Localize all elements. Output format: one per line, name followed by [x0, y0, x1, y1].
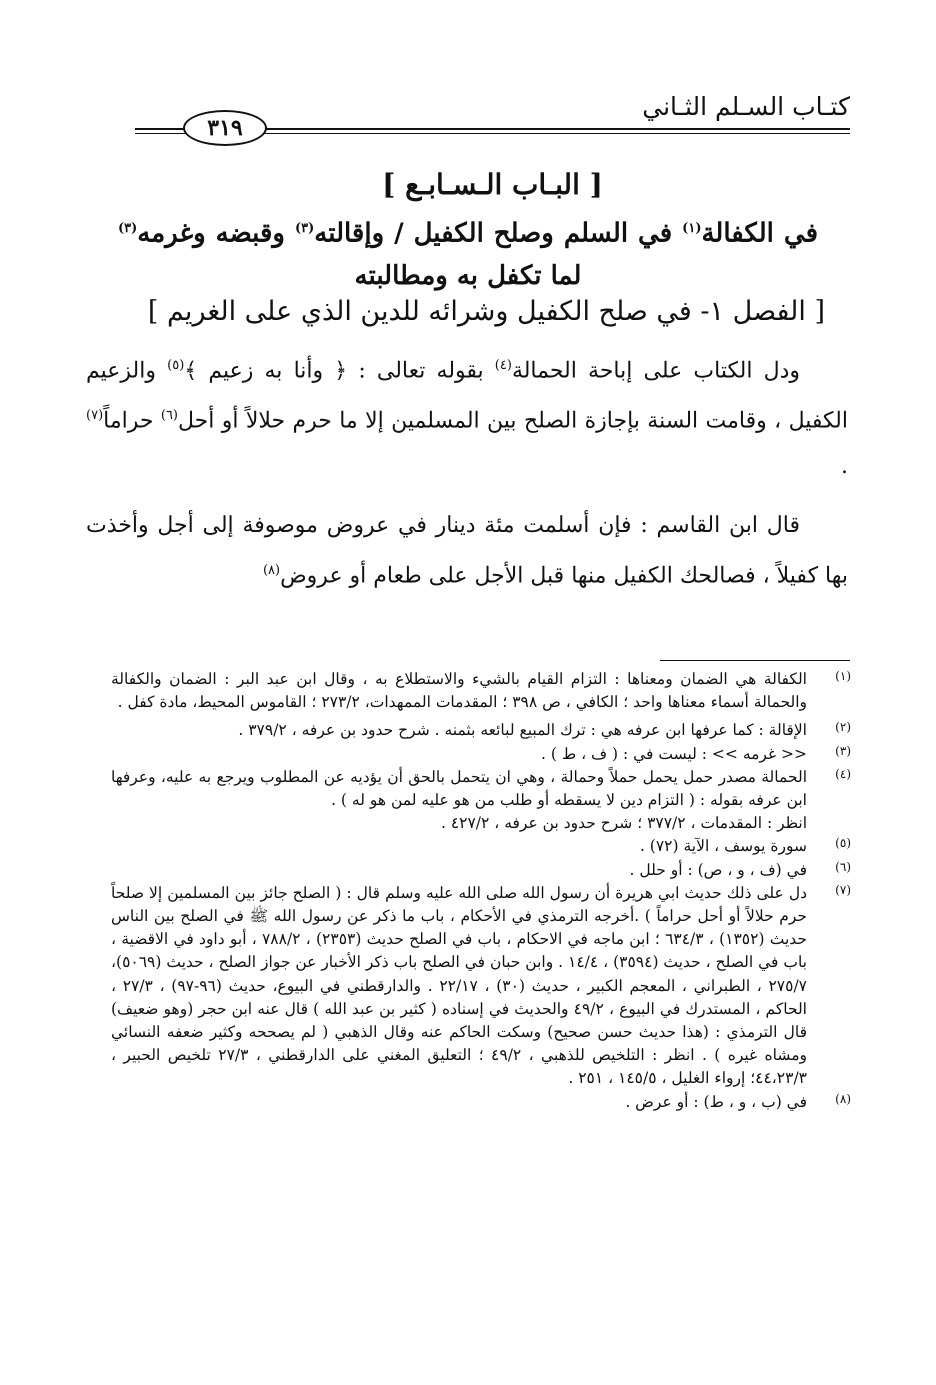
footnote-text: انظر : المقدمات ، ٣٧٧/٢ ؛ شرح حدود بن عرفه ، ٤٢٧/٢ . [440, 814, 807, 833]
text: قال ابن القاسم : فإن أسلمت مئة دينار في عروض موصوفة إلى أجل وأخذت بها كفيلاً ، فصالحك الكفيل منها قبل الأجل على طعام أو عروض [86, 512, 848, 588]
footnote [111, 882, 851, 1091]
heading-text: في السلم وصلح الكفيل / وإقالته [314, 218, 683, 249]
footnote [111, 668, 851, 714]
footnote-ref: (٣) [118, 221, 138, 236]
paragraph [86, 503, 848, 598]
footnote-text: الإقالة : كما عرفها ابن عرفه هي : ترك المبيع لبائعه بثمنه . شرح حدود بن عرفه ، ٣٧٩/٢ . [238, 721, 807, 740]
footnote-number: (٨) [835, 1091, 851, 1106]
footnote-ref: (٦) [160, 408, 178, 424]
footnote-number: (٥) [835, 836, 851, 851]
footnote-ref: (٨) [262, 562, 281, 578]
footnotes [111, 668, 851, 1114]
footnote-ref: (١) [682, 221, 702, 236]
footnote [111, 743, 851, 766]
footnote-number: (٦) [835, 859, 851, 874]
footnote-separator [660, 660, 850, 661]
body-text [86, 343, 848, 598]
footnote-ref: (٥) [167, 358, 185, 373]
chapter-title: [ البـاب الـسـابـع ] [382, 168, 603, 201]
footnote-number: (١) [835, 669, 851, 683]
running-header [135, 92, 850, 152]
heading-text: لما تكفل به ومطالبته [354, 260, 582, 291]
footnote-number: (٤) [835, 766, 851, 781]
footnote-text: الكفالة هي الضمان ومعناها : التزام القيام بالشيء والاستطلاع به ، وقال ابن عبد البر : الضمان والكفالة والحمالة أسماء معناها واحد ؛ الكافي ، ص ٣٩٨ ؛ المقدمات الممهدات، ٢٧٣/٢ ؛ القاموس المحيط، مادة كفل . [111, 670, 807, 712]
section-heading: [ الفصل ١- في صلح الكفيل وشرائه للدين الذي على الغريم ] [147, 296, 825, 327]
footnote-ref: (٧) [86, 408, 104, 424]
footnote-text: دل على ذلك حديث ابي هريرة أن رسول الله صلى الله عليه وسلم قال : ( الصلح جائز بين المسلمين إلا صلحاً حرم حلالاً أو أحل حراماً ) .أخرجه الترمذي في الأحكام ، باب ما ذكر عن رسول الله ﷺ في الصلح بين الناس حديث (١٣٥٢) ، ٦٣٤/٣ ؛ ابن ماجه في الاحكام ، باب في الصلح حديث (٢٣٥٣) ، ٧٨٨/٢ ، أبو داود في الاقضية ، باب في الصلح ، حديث (٣٥٩٤) ، ١٤/٤ . وابن حبان في الصلح باب ذكر الأخبار عن جواز الصلح ، حديث (٥٠٦٩)، ٢٧٥/٧ ، الطبراني ، المعجم الكبير ، حديث (٣٠) ، ٢٢/١٧ . والدارقطني في البيوع، حديث (٩٦-٩٧) ، ٢٧/٣ ، الحاكم ، المستدرك في البيوع ، ٤٩/٢ والحديث في إسناده ( كثير بن عبد الله ) قال عنه ابن حجر (وهو ضعيف) قال الترمذي : (هذا حديث حسن صحيح) وسكت الحاكم عنه وقال الذهبي ( لم يصححه وكثير ضعفه النسائي ومشاه غيره ) . انظر : التلخيص للذهبي ، ٤٩/٢ ؛ التعليق المغني على الدارقطني ، ٢٧/٣ تلخيص الحبير ، ٤٤،٢٣/٣؛ إرواء الغليل ، ١٤٥/٥ ، ٢٥١ . [111, 883, 808, 1088]
heading-text: في الكفالة [701, 218, 819, 249]
text: . [841, 453, 848, 479]
footnote [111, 1091, 851, 1114]
footnote-ref: (٤) [494, 358, 512, 373]
footnote-text: سورة يوسف ، الآية (٧٢) . [639, 837, 807, 856]
chapter-heading [118, 208, 818, 297]
book-title: كتـاب السـلم الثـاني [642, 92, 850, 121]
footnote-number: (٢) [835, 720, 851, 735]
text: بقوله تعالى : ﴿ وأنا به زعيم ﴾ [184, 358, 495, 384]
paragraph [86, 343, 848, 489]
footnote-text: الحمالة مصدر حمل يحمل حملاً وحمالة ، وهي ان يتحمل بالحق أن يؤديه عن المطلوب ويرجع به عليه، وعرفها ابن عرفه بقوله : ( التزام دين لا يسقطه أو طلب من هو عليه لمن هو له ) . [111, 767, 807, 810]
footnote-number: (٣) [835, 743, 851, 758]
footnote [111, 835, 851, 858]
page-number [183, 110, 267, 146]
footnote-text: في (ف ، و ، ص) : أو حلل . [629, 860, 807, 879]
heading-text: وقبضه وغرمه [137, 218, 295, 249]
footnote-number: (٧) [835, 882, 851, 897]
text: ودل الكتاب على إباحة الحمالة [511, 358, 800, 384]
footnote [111, 859, 851, 882]
page-number-text: ٣١٩ [207, 115, 243, 141]
footnote [111, 719, 851, 742]
footnote [111, 766, 851, 836]
footnote-ref: (٣) [294, 221, 315, 236]
footnote-text: << غرمه >> : ليست في : ( ف ، ط ) . [541, 744, 807, 763]
text: والزعيم الكفيل ، وقامت السنة بإجازة الصلح بين المسلمين إلا ما حرم حلالاً أو أحل [86, 358, 848, 434]
text: حراماً [103, 408, 161, 434]
footnote-text: في (ب ، و ، ط) : أو عرض . [625, 1092, 807, 1111]
